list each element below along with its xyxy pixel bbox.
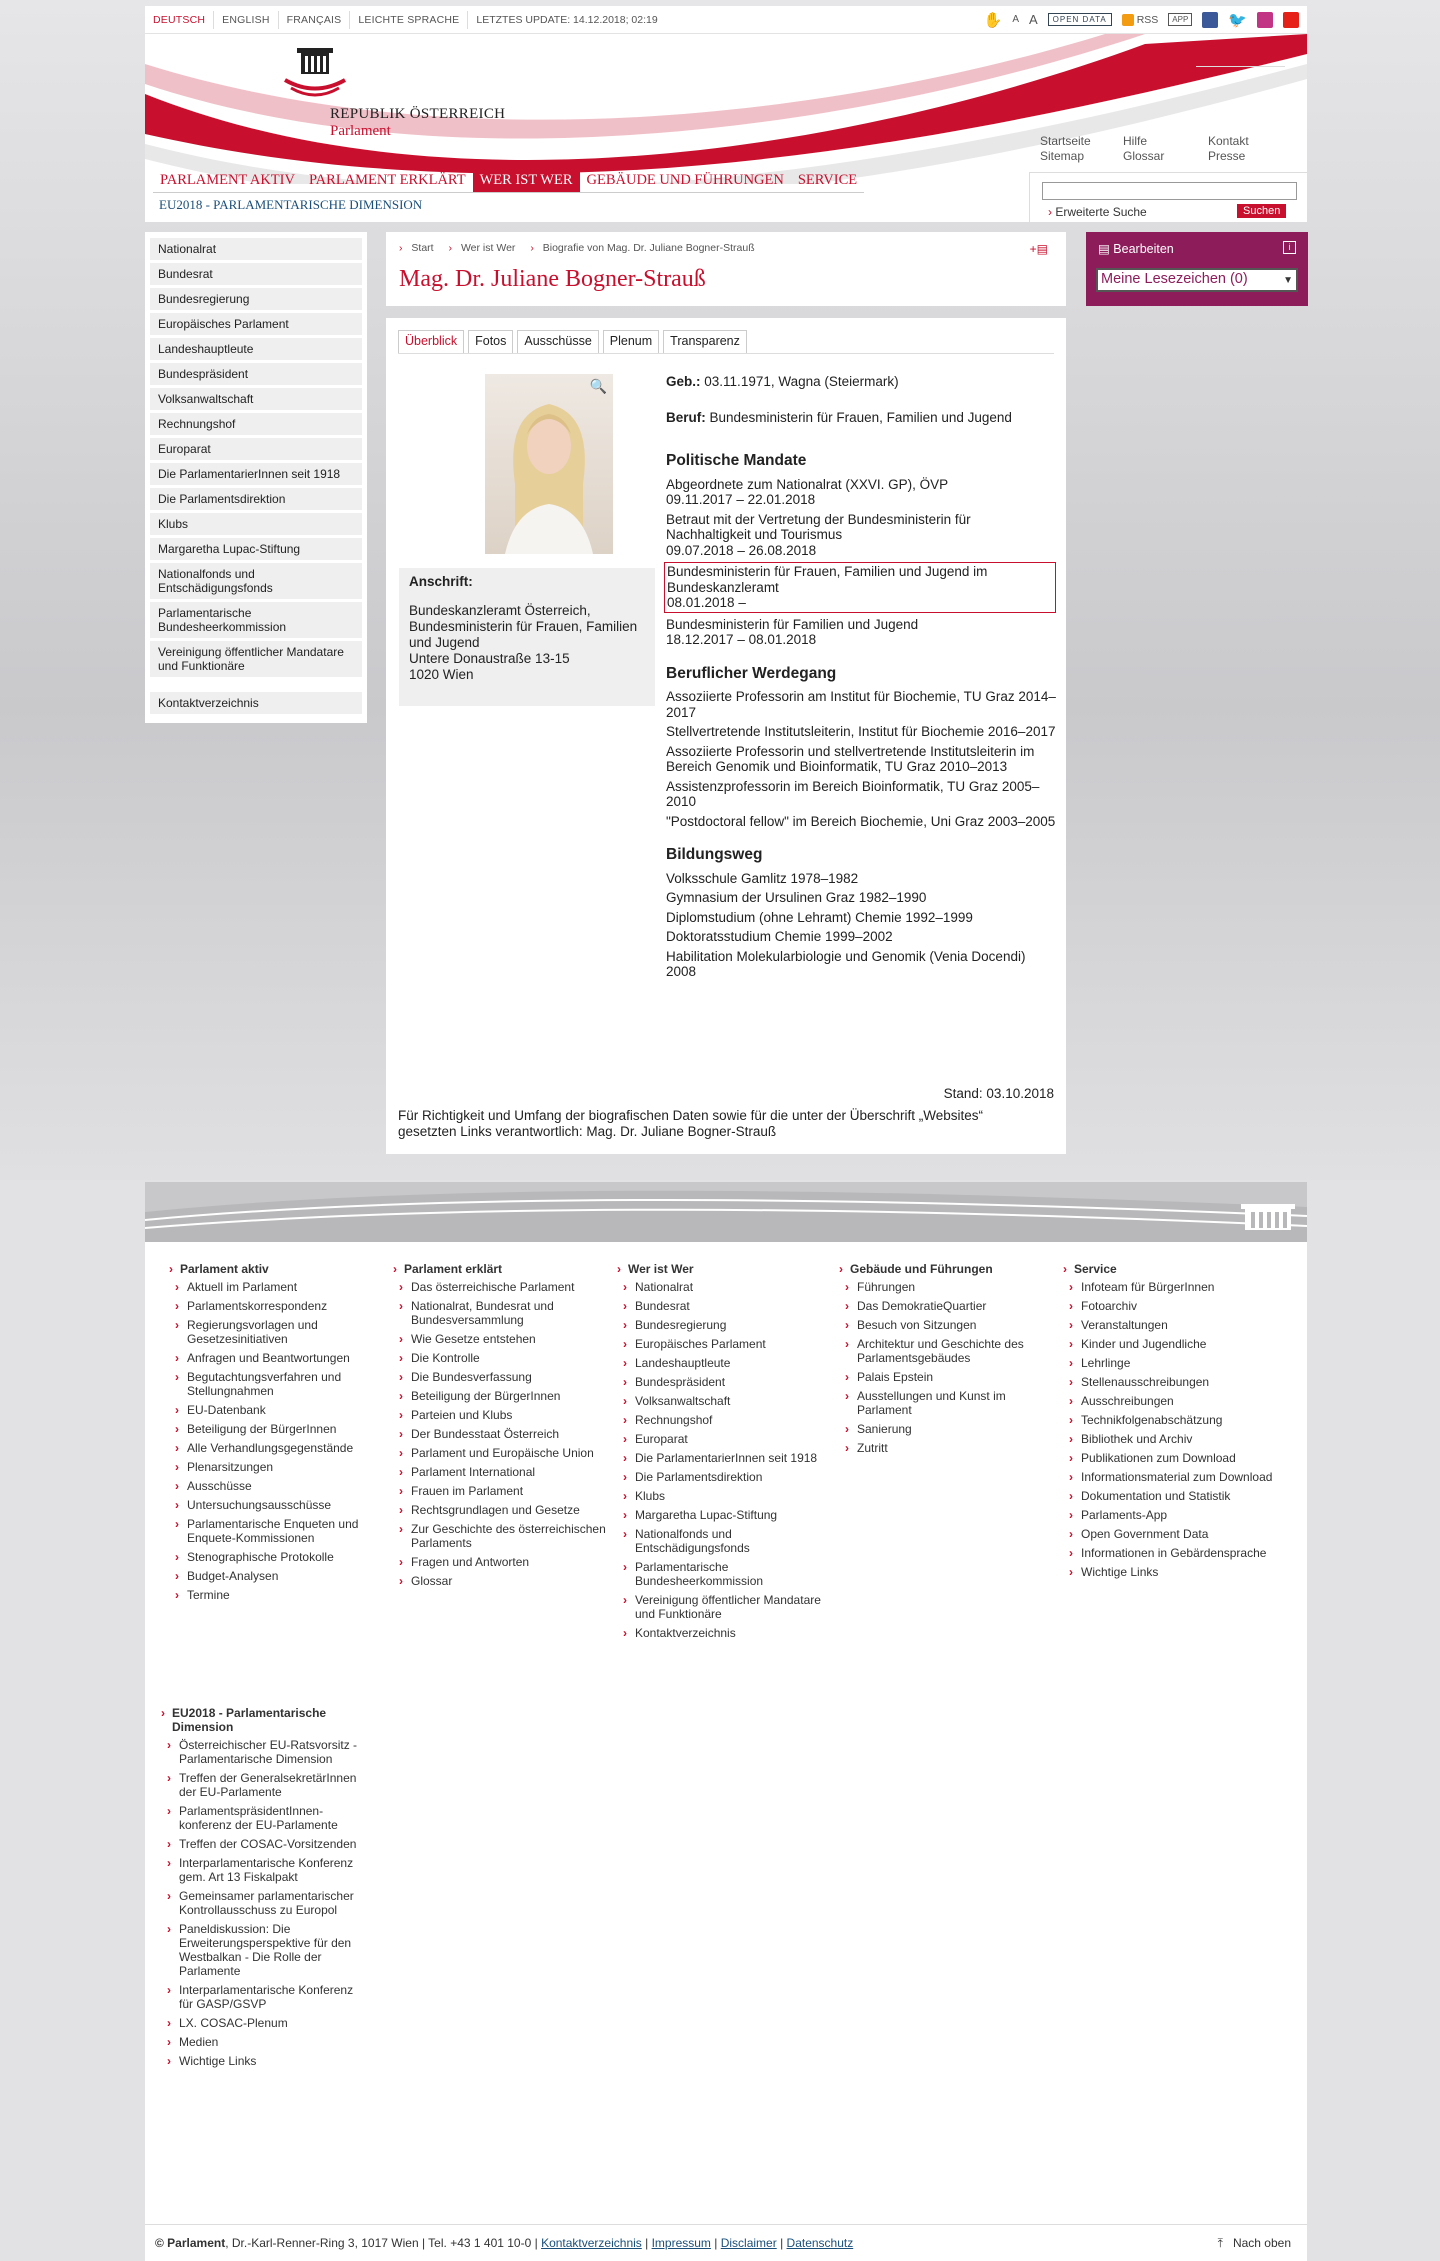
footer-link[interactable]: › LX. COSAC-Plenum — [159, 2016, 359, 2030]
parliament-logo-icon[interactable] — [275, 42, 355, 101]
footer-column-title[interactable]: › EU2018 - Parlamentarische Dimension — [159, 1706, 359, 1734]
quick-link-presse[interactable]: Presse — [1208, 149, 1246, 163]
footer-column — [159, 1706, 359, 2073]
quick-link-kontakt[interactable]: Kontakt — [1208, 134, 1249, 148]
bio-entry-line: Diplomstudium (ohne Lehramt) Chemie 1992–1999 — [666, 909, 973, 925]
footer-link[interactable]: › Österreichischer EU-Ratsvorsitz - Parlamentarische Dimension — [159, 1738, 359, 1766]
advanced-search-link[interactable]: › Erweiterte Suche — [1048, 205, 1147, 219]
bio-entry — [666, 910, 1056, 926]
quick-link-sitemap[interactable]: Sitemap — [1040, 149, 1085, 163]
login-link[interactable]: › Anmelden — [1196, 48, 1285, 67]
nav-gebaeude-fuehrungen[interactable]: GEBÄUDE UND FÜHRUNGEN — [586, 172, 784, 188]
bio-entry-line: Assoziierte Professorin und stellvertretende Institutsleiterin im Bereich Genomik und Bioinformatik, TU Graz 2010–2013 — [666, 743, 1035, 774]
footer-link[interactable]: › Landeshauptleute — [615, 1356, 830, 1370]
footer-link[interactable]: › Publikationen zum Download — [1061, 1451, 1276, 1465]
tab-fotos[interactable]: Fotos — [468, 330, 513, 353]
footer-link[interactable]: › Die Bundesverfassung — [391, 1370, 606, 1384]
bio-entry-line: Stellvertretende Institutsleiterin, Institut für Biochemie 2016–2017 — [666, 724, 1056, 739]
footer-link[interactable]: › Beteiligung der BürgerInnen — [391, 1389, 606, 1403]
lang-francais[interactable]: FRANÇAIS — [279, 11, 351, 29]
search-input[interactable] — [1042, 182, 1297, 200]
bio-entry-line: Abgeordnete zum Nationalrat (XXVI. GP), ÖVP — [666, 476, 949, 492]
tab-plenum[interactable]: Plenum — [603, 330, 659, 353]
footer-link[interactable]: › Parlamentarische Enqueten und Enquete-Kommissionen — [167, 1517, 382, 1545]
footer-link[interactable]: › Die Parlamentsdirektion — [615, 1470, 830, 1484]
stand-date: Stand: 03.10.2018 — [943, 1086, 1054, 1101]
font-small-button[interactable]: A — [1012, 14, 1019, 25]
footer-link[interactable]: › Europarat — [615, 1432, 830, 1446]
footer-link[interactable]: › Dokumentation und Statistik — [1061, 1489, 1276, 1503]
back-to-top-link[interactable] — [1218, 2236, 1291, 2251]
bio-entry-line: Doktoratsstudium Chemie 1999–2002 — [666, 929, 893, 944]
bio-entry-line: Bundesministerin für Frauen, Familien und Jugend im Bundeskanzleramt — [667, 564, 988, 595]
footer-link[interactable]: › Gemeinsamer parlamentarischer Kontrollausschuss zu Europol — [159, 1889, 359, 1917]
copyright: © Parlament — [155, 2236, 226, 2250]
sidebar-item[interactable]: Die ParlamentarierInnen seit 1918 — [150, 463, 362, 485]
footer-link[interactable]: › Die Kontrolle — [391, 1351, 606, 1365]
footer-link[interactable]: › EU-Datenbank — [167, 1403, 382, 1417]
footer-link[interactable]: › Technikfolgenabschätzung — [1061, 1413, 1276, 1427]
footer-link[interactable]: › Die ParlamentarierInnen seit 1918 — [615, 1451, 830, 1465]
tab-ueberblick[interactable]: Überblick — [398, 330, 464, 353]
biography-box — [386, 318, 1066, 1154]
footer-link[interactable]: › Treffen der GeneralsekretärInnen der EU-Parlamente — [159, 1771, 359, 1799]
bio-entry — [666, 949, 1056, 980]
bio-entry — [666, 689, 1056, 720]
breadcrumb-current-label: Biografie von Mag. Dr. Juliane Bogner-Strauß — [542, 242, 755, 254]
twitter-icon[interactable]: 🐦 — [1228, 11, 1247, 29]
footer-link[interactable]: › Architektur und Geschichte des Parlamentsgebäudes — [837, 1337, 1052, 1365]
lang-leichte-sprache[interactable]: LEICHTE SPRACHE — [350, 11, 468, 29]
footer-link[interactable]: › Wie Gesetze entstehen — [391, 1332, 606, 1346]
footer-link[interactable]: › Untersuchungsausschüsse — [167, 1498, 382, 1512]
footer-link[interactable]: › Parlamentarische Bundesheerkommission — [615, 1560, 830, 1588]
footer-link[interactable]: › Stellenausschreibungen — [1061, 1375, 1276, 1389]
parliament-building-icon — [1241, 1194, 1295, 1234]
footer-link[interactable]: › Volksanwaltschaft — [615, 1394, 830, 1408]
sidebar-item[interactable]: Vereinigung öffentlicher Mandatare und Funktionäre — [150, 641, 362, 677]
last-update: LETZTES UPDATE: 14.12.2018; 02:19 — [476, 13, 658, 26]
footer-link[interactable]: › Zur Geschichte des österreichischen Parlaments — [391, 1522, 606, 1550]
address-line: Untere Donaustraße 13-15 — [409, 651, 570, 666]
sidebar-item[interactable]: Bundesrat — [150, 263, 362, 285]
nav-parlament-erklaert[interactable]: PARLAMENT ERKLÄRT — [308, 172, 466, 188]
footer-link-disclaimer[interactable]: Disclaimer — [720, 2236, 777, 2250]
breadcrumb-current: › Biografie von Mag. Dr. Juliane Bogner-Strauß — [530, 242, 755, 254]
bio-entry — [664, 562, 1056, 613]
footer-link[interactable]: › Budget-Analysen — [167, 1569, 382, 1583]
bio-entry-line: 09.11.2017 – 22.01.2018 — [666, 492, 816, 507]
portrait-drawing — [485, 374, 613, 554]
sidebar-item[interactable]: Parlamentarische Bundesheerkommission — [150, 602, 362, 638]
sidebar-item[interactable]: Klubs — [150, 513, 362, 535]
footer-link-kontaktverzeichnis[interactable]: Kontaktverzeichnis — [541, 2236, 642, 2250]
footer-column — [615, 1262, 830, 1645]
footer-link[interactable]: › Kinder und Jugendliche — [1061, 1337, 1276, 1351]
zoom-icon[interactable]: 🔍 — [589, 378, 607, 394]
footer-link[interactable]: › Parlament International — [391, 1465, 606, 1479]
footer-link[interactable]: › Ausschüsse — [167, 1479, 382, 1493]
sidebar-item[interactable]: Rechnungshof — [150, 413, 362, 435]
sidebar-item[interactable]: Volksanwaltschaft — [150, 388, 362, 410]
address-line: 1020 Wien — [409, 667, 474, 682]
nav-parlament-aktiv[interactable]: PARLAMENT AKTIV — [160, 172, 295, 188]
info-icon[interactable]: i — [1283, 241, 1296, 254]
footer-link[interactable]: › Palais Epstein — [837, 1370, 1052, 1384]
bio-section-title: Beruflicher Werdegang — [666, 664, 837, 682]
footer-link[interactable]: › Infoteam für BürgerInnen — [1061, 1280, 1276, 1294]
footer-link[interactable]: › Interparlamentarische Konferenz gem. Art 13 Fiskalpakt — [159, 1856, 359, 1884]
bio-entry-line: Habilitation Molekularbiologie und Genomik (Venia Docendi) 2008 — [666, 948, 1026, 979]
footer-link[interactable]: › Ausschreibungen — [1061, 1394, 1276, 1408]
quick-links — [1040, 134, 1288, 164]
footer-column-title[interactable]: › Gebäude und Führungen — [837, 1262, 1052, 1276]
footer-header — [145, 1182, 1307, 1242]
footer-link[interactable]: › Paneldiskussion: Die Erweiterungsperspektive für den Westbalkan - Die Rolle der Parlamente — [159, 1922, 359, 1978]
bio-entry-line: Volksschule Gamlitz 1978–1982 — [666, 870, 859, 886]
main-navigation — [153, 169, 864, 193]
footer-swoosh — [145, 1182, 1307, 1242]
footer-column-title[interactable]: › Parlament erklärt — [391, 1262, 606, 1276]
footer-link[interactable]: › Aktuell im Parlament — [167, 1280, 382, 1294]
sign-language-icon[interactable]: ✋ — [983, 11, 1003, 29]
rss-link[interactable] — [1122, 14, 1159, 26]
profession-value: Bundesministerin für Frauen, Familien und Jugend — [709, 409, 1012, 425]
bio-entry — [666, 617, 1056, 648]
footer-link[interactable]: › Parlament und Europäische Union — [391, 1446, 606, 1460]
page-title: Mag. Dr. Juliane Bogner-Strauß — [399, 266, 706, 292]
tab-bar — [398, 330, 1054, 354]
footer-link-impressum[interactable]: Impressum — [651, 2236, 711, 2250]
breadcrumb-wer-ist-wer[interactable]: › Wer ist Wer — [448, 242, 516, 254]
bio-entry-line: Assistenzprofessorin im Bereich Bioinformatik, TU Graz 2005–2010 — [666, 778, 1040, 809]
youtube-icon[interactable] — [1283, 12, 1299, 28]
bio-section-title: Bildungsweg — [666, 846, 763, 863]
footer-link[interactable]: › Stenographische Protokolle — [167, 1550, 382, 1564]
footer-link[interactable]: › Vereinigung öffentlicher Mandatare und Funktionäre — [615, 1593, 830, 1621]
bio-entry — [666, 929, 1056, 945]
footer-link[interactable]: › Medien — [159, 2035, 359, 2049]
biography-info — [666, 374, 1056, 984]
footer-link-datenschutz[interactable]: Datenschutz — [786, 2236, 854, 2250]
footer-link[interactable]: › Das österreichische Parlament — [391, 1280, 606, 1294]
footer-link[interactable]: › Veranstaltungen — [1061, 1318, 1276, 1332]
sidebar-item[interactable]: Bundespräsident — [150, 363, 362, 385]
footer-link[interactable]: › Anfragen und Beantwortungen — [167, 1351, 382, 1365]
footer-link[interactable]: › Begutachtungsverfahren und Stellungnahmen — [167, 1370, 382, 1398]
tab-transparenz[interactable]: Transparenz — [663, 330, 747, 353]
sidebar-item[interactable]: Europarat — [150, 438, 362, 460]
lang-english[interactable]: ENGLISH — [214, 11, 279, 29]
add-bookmark-icon[interactable]: +▤ — [1029, 242, 1048, 256]
profession-info — [666, 410, 1056, 426]
portrait-photo[interactable] — [485, 374, 613, 554]
footer-link[interactable]: › Klubs — [615, 1489, 830, 1503]
bio-entry — [666, 779, 1056, 810]
footer-link[interactable]: › Europäisches Parlament — [615, 1337, 830, 1351]
disclaimer-text: Für Richtigkeit und Umfang der biografischen Daten sowie für die unter der Überschrift „Websites“ gesetzten Links verantwortlich: Mag. Dr. Juliane Bogner-Strauß — [398, 1108, 984, 1139]
title-box — [386, 232, 1066, 306]
address-line: Bundeskanzleramt Österreich, Bundesministerin für Frauen, Familien und Jugend — [409, 603, 638, 650]
edit-label: Bearbeiten — [1113, 242, 1174, 256]
footer-links — [145, 1242, 1307, 2224]
bio-entry — [666, 890, 1056, 906]
bio-entry — [666, 512, 1056, 559]
footer-address: , Dr.-Karl-Renner-Ring 3, 1017 Wien | Tel. +43 1 401 10-0 | — [225, 2236, 538, 2250]
bio-entry-line: 09.07.2018 – 26.08.2018 — [666, 542, 817, 558]
facebook-icon[interactable] — [1202, 12, 1218, 28]
footer-link[interactable]: › Sanierung — [837, 1422, 1052, 1436]
sidebar-item[interactable]: Margaretha Lupac-Stiftung — [150, 538, 362, 560]
breadcrumb-start-label: Start — [411, 242, 434, 254]
footer-link[interactable]: › Open Government Data — [1061, 1527, 1276, 1541]
address-heading: Anschrift: — [409, 574, 473, 589]
footer-column — [167, 1262, 382, 1607]
footer-link[interactable]: › Treffen der COSAC-Vorsitzenden — [159, 1837, 359, 1851]
footer-link[interactable]: › Nationalfonds und Entschädigungsfonds — [615, 1527, 830, 1555]
sidebar-item[interactable]: Europäisches Parlament — [150, 313, 362, 335]
footer-link[interactable]: › Kontaktverzeichnis — [615, 1626, 830, 1640]
footer-bottom: © Parlament, Dr.-Karl-Renner-Ring 3, 1017 Wien | Tel. +43 1 401 10-0 | Kontaktverzeichnis | Impressum | Disclaimer | Datenschutz ⤒ Nach oben — [145, 2224, 1307, 2261]
sidebar — [145, 232, 367, 723]
breadcrumb — [399, 242, 767, 254]
footer-link[interactable]: › Ausstellungen und Kunst im Parlament — [837, 1389, 1052, 1417]
nav-wer-ist-wer[interactable]: WER IST WER — [473, 169, 580, 192]
top-bar — [145, 6, 1307, 34]
app-link[interactable]: APP — [1168, 13, 1192, 26]
footer-link[interactable]: › Plenarsitzungen — [167, 1460, 382, 1474]
advanced-search-label: Erweiterte Suche — [1055, 205, 1147, 219]
birth-value: 03.11.1971, Wagna (Steiermark) — [704, 374, 899, 389]
bio-entry-line: Bundesministerin für Familien und Jugend — [666, 616, 919, 632]
birth-label: Geb.: — [666, 374, 701, 389]
footer-link[interactable]: › Bundesrat — [615, 1299, 830, 1313]
login-label: Anmelden — [1216, 50, 1271, 64]
search-button[interactable]: Suchen — [1237, 204, 1286, 218]
footer-column — [837, 1262, 1052, 1460]
sidebar-item[interactable]: Die Parlamentsdirektion — [150, 488, 362, 510]
edit-link[interactable]: ▤ Bearbeiten — [1098, 242, 1174, 256]
breadcrumb-wer-label: Wer ist Wer — [460, 242, 516, 254]
footer-link[interactable]: › Bundesregierung — [615, 1318, 830, 1332]
search-box — [1029, 172, 1307, 222]
footer-link[interactable]: › Parteien und Klubs — [391, 1408, 606, 1422]
footer-link[interactable]: › Informationsmaterial zum Download — [1061, 1470, 1276, 1484]
logo-line2: Parlament — [330, 123, 391, 139]
bio-entry — [666, 744, 1056, 775]
subnav-eu2018[interactable]: EU2018 - PARLAMENTARISCHE DIMENSION — [159, 197, 423, 212]
logo-text[interactable] — [330, 106, 505, 140]
logo-line1: REPUBLIK ÖSTERREICH — [330, 106, 506, 122]
sidebar-item[interactable]: Bundesregierung — [150, 288, 362, 310]
quick-link-glossar[interactable]: Glossar — [1123, 149, 1165, 163]
bio-entry — [666, 871, 1056, 887]
tab-ausschuesse[interactable]: Ausschüsse — [517, 330, 598, 353]
rss-icon — [1122, 14, 1134, 26]
footer-link[interactable]: › Termine — [167, 1588, 382, 1602]
bookmark-box — [1086, 232, 1308, 306]
footer-link[interactable]: › Besuch von Sitzungen — [837, 1318, 1052, 1332]
footer-link[interactable]: › Rechtsgrundlagen und Gesetze — [391, 1503, 606, 1517]
footer-link[interactable]: › Führungen — [837, 1280, 1052, 1294]
bookmarks-select[interactable] — [1096, 268, 1298, 292]
footer-column-title[interactable]: › Wer ist Wer — [615, 1262, 830, 1276]
footer-link[interactable]: › Nationalrat, Bundesrat und Bundesversammlung — [391, 1299, 606, 1327]
footer-link[interactable]: › Wichtige Links — [159, 2054, 359, 2068]
instagram-icon[interactable] — [1257, 12, 1273, 28]
footer-link[interactable]: › Regierungsvorlagen und Gesetzesinitiativen — [167, 1318, 382, 1346]
sidebar-item[interactable]: Landeshauptleute — [150, 338, 362, 360]
bio-entry-line: Assoziierte Professorin am Institut für Biochemie, TU Graz 2014–2017 — [666, 689, 1056, 720]
quick-link-startseite[interactable]: Startseite — [1040, 134, 1091, 148]
bio-entry-line: Gymnasium der Ursulinen Graz 1982–1990 — [666, 890, 927, 905]
bio-entry — [666, 814, 1056, 830]
bio-entry-line: "Postdoctoral fellow" im Bereich Biochemie, Uni Graz 2003–2005 — [666, 813, 1056, 829]
footer-column-title[interactable]: › Service — [1061, 1262, 1276, 1276]
arrow-up-icon: ⤒ — [1217, 2236, 1223, 2250]
back-to-top-label: Nach oben — [1232, 2236, 1291, 2250]
footer-link[interactable]: › Das DemokratieQuartier — [837, 1299, 1052, 1313]
footer-column-title[interactable]: › Parlament aktiv — [167, 1262, 382, 1276]
rss-label: RSS — [1136, 13, 1159, 26]
bio-entry-line: 08.01.2018 – — [667, 595, 746, 610]
footer-column — [1061, 1262, 1276, 1584]
sidebar-item[interactable]: Nationalfonds und Entschädigungsfonds — [150, 563, 362, 599]
footer-link[interactable]: › Fotoarchiv — [1061, 1299, 1276, 1313]
lang-deutsch[interactable]: DEUTSCH — [145, 11, 214, 29]
bio-entry-line: Betraut mit der Vertretung der Bundesministerin für Nachhaltigkeit und Tourismus — [666, 511, 971, 542]
open-data-link[interactable]: OPEN DATA — [1048, 13, 1112, 26]
bookmarks-value: Meine Lesezeichen (0) — [1101, 271, 1248, 287]
footer-link[interactable]: › ParlamentspräsidentInnen-konferenz der EU-Parlamente — [159, 1804, 359, 1832]
footer-link[interactable]: › Informationen in Gebärdensprache — [1061, 1546, 1276, 1560]
breadcrumb-start[interactable]: › Start — [399, 242, 434, 254]
footer-link[interactable]: › Bundespräsident — [615, 1375, 830, 1389]
footer-link[interactable]: › Beteiligung der BürgerInnen — [167, 1422, 382, 1436]
footer-link[interactable]: › Margaretha Lupac-Stiftung — [615, 1508, 830, 1522]
footer-link[interactable]: › Parlamentskorrespondenz — [167, 1299, 382, 1313]
footer-link[interactable]: › Frauen im Parlament — [391, 1484, 606, 1498]
sidebar-item-kontaktverzeichnis[interactable]: Kontaktverzeichnis — [150, 692, 362, 714]
footer-link[interactable]: › Fragen und Antworten — [391, 1555, 606, 1569]
font-large-button[interactable]: A — [1028, 12, 1038, 27]
footer-link[interactable]: › Interparlamentarische Konferenz für GASP/GSVP — [159, 1983, 359, 2011]
bio-entry — [666, 724, 1056, 740]
address-box — [399, 568, 655, 706]
footer-link[interactable]: › Bibliothek und Archiv — [1061, 1432, 1276, 1446]
footer-link[interactable]: › Der Bundesstaat Österreich — [391, 1427, 606, 1441]
bio-section-title: Politische Mandate — [666, 452, 807, 469]
footer-link[interactable]: › Zutritt — [837, 1441, 1052, 1455]
birth-info — [666, 374, 1056, 390]
site-header — [145, 34, 1307, 222]
bio-entry — [666, 477, 1056, 508]
quick-link-hilfe[interactable]: Hilfe — [1123, 134, 1148, 148]
footer-link[interactable]: › Alle Verhandlungsgegenstände — [167, 1441, 382, 1455]
footer-link[interactable]: › Glossar — [391, 1574, 606, 1588]
sidebar-item[interactable]: Nationalrat — [150, 238, 362, 260]
profession-label: Beruf: — [666, 409, 706, 425]
footer-link[interactable]: › Nationalrat — [615, 1280, 830, 1294]
footer-link[interactable]: › Lehrlinge — [1061, 1356, 1276, 1370]
nav-service[interactable]: SERVICE — [797, 172, 858, 188]
footer-link[interactable]: › Rechnungshof — [615, 1413, 830, 1427]
footer-column — [391, 1262, 606, 1593]
bio-entry-line: 18.12.2017 – 08.01.2018 — [666, 632, 817, 647]
footer-link[interactable]: › Parlaments-App — [1061, 1508, 1276, 1522]
footer-link[interactable]: › Wichtige Links — [1061, 1565, 1276, 1579]
chevron-down-icon: ▼ — [1283, 275, 1293, 286]
